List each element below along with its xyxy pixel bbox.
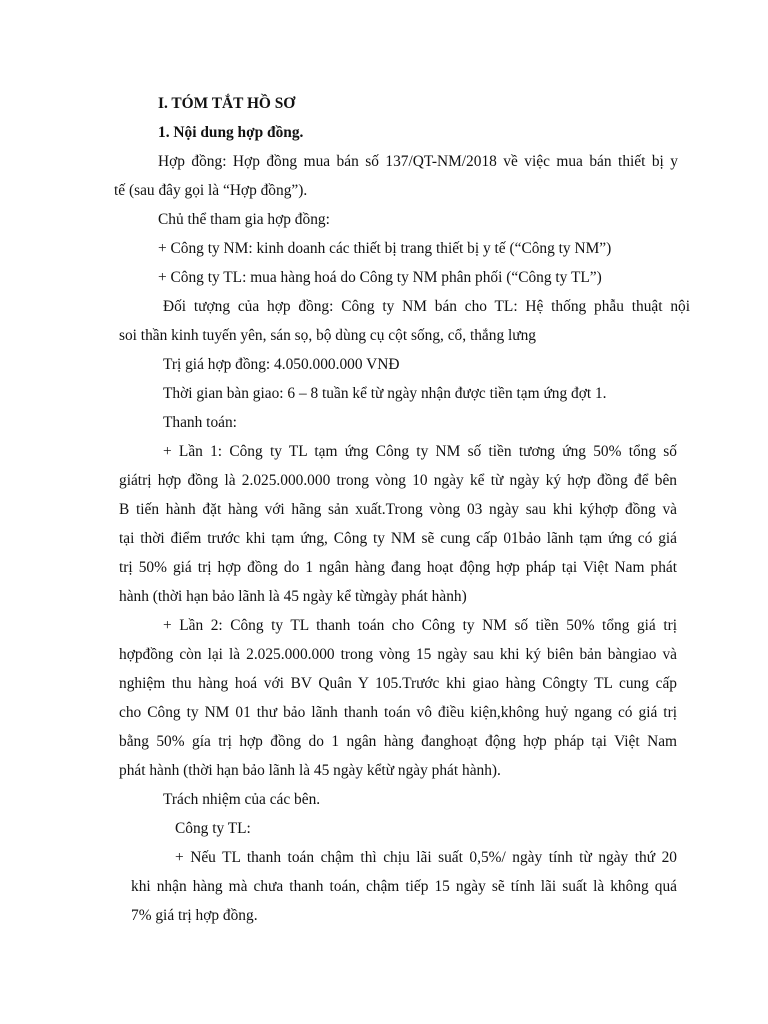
paragraph-line: + Lần 1: Công ty TL tạm ứng Công ty NM số tiền tương ứng 50% tổng số — [163, 443, 677, 460]
paragraph-line: Thanh toán: — [163, 414, 237, 431]
paragraph-line: Hợp đồng: Hợp đồng mua bán số 137/QT-NM/2018 về việc mua bán thiết bị y — [158, 153, 678, 170]
paragraph-line: Trách nhiệm của các bên. — [163, 791, 321, 808]
section-heading: I. TÓM TẮT HỒ SƠ — [158, 95, 296, 112]
paragraph-line: cho Công ty NM 01 thư bảo lãnh thanh toán vô điều kiện,không huỷ ngang có giá trị — [119, 704, 677, 721]
paragraph-line: + Nếu TL thanh toán chậm thì chịu lãi suất 0,5%/ ngày tính từ ngày thứ 20 — [175, 849, 677, 866]
paragraph-line: hợpđồng còn lại là 2.025.000.000 trong vòng 15 ngày sau khi ký biên bản bàngiao và — [119, 646, 677, 663]
paragraph-line: bằng 50% gía trị hợp đồng do 1 ngân hàng đanghoạt động hợp pháp tại Việt Nam — [119, 733, 677, 750]
paragraph-line: 7% giá trị hợp đồng. — [131, 907, 258, 924]
list-item: + Công ty TL: mua hàng hoá do Công ty NM phân phối (“Công ty TL”) — [158, 269, 602, 286]
paragraph-line: soi thần kinh tuyến yên, sán sọ, bộ dùng cụ cột sống, cổ, thắng lưng — [119, 327, 536, 344]
paragraph-line: Chủ thể tham gia hợp đồng: — [158, 211, 330, 228]
paragraph-line: Thời gian bàn giao: 6 – 8 tuần kể từ ngày nhận được tiền tạm ứng đợt 1. — [163, 385, 607, 402]
paragraph-line: Trị giá hợp đồng: 4.050.000.000 VNĐ — [163, 356, 400, 373]
paragraph-line: + Lần 2: Công ty TL thanh toán cho Công ty NM số tiền 50% tổng giá trị — [163, 617, 677, 634]
subsection-heading: 1. Nội dung hợp đồng. — [158, 124, 304, 141]
paragraph-line: B tiến hành đặt hàng với hãng sản xuất.Trong vòng 03 ngày sau khi kýhợp đồng và — [119, 501, 677, 518]
paragraph-line: nghiệm thu hàng hoá với BV Quân Y 105.Trước khi giao hàng Côngty TL cung cấp — [119, 675, 677, 692]
paragraph-line: tế (sau đây gọi là “Hợp đồng”). — [114, 182, 308, 199]
paragraph-line: Đối tượng của hợp đồng: Công ty NM bán cho TL: Hệ thống phẫu thuật nội — [163, 298, 690, 315]
paragraph-line: trị 50% giá trị hợp đồng do 1 ngân hàng đang hoạt động hợp pháp tại Việt Nam phát — [119, 559, 677, 576]
paragraph-line: hành (thời hạn bảo lãnh là 45 ngày kể từngày phát hành) — [119, 588, 467, 605]
paragraph-line: giátrị hợp đồng là 2.025.000.000 trong vòng 10 ngày kể từ ngày ký hợp đồng để bên — [119, 472, 677, 489]
list-item: + Công ty NM: kinh doanh các thiết bị trang thiết bị y tế (“Công ty NM”) — [158, 240, 612, 257]
paragraph-line: phát hành (thời hạn bảo lãnh là 45 ngày kểtừ ngày phát hành). — [119, 762, 501, 779]
paragraph-line: Công ty TL: — [175, 820, 251, 837]
paragraph-line: khi nhận hàng mà chưa thanh toán, chậm tiếp 15 ngày sẽ tính lãi suất là không quá — [131, 878, 677, 895]
paragraph-line: tại thời điểm trước khi tạm ứng, Công ty NM sẽ cung cấp 01bảo lãnh tạm ứng có giá — [119, 530, 677, 547]
